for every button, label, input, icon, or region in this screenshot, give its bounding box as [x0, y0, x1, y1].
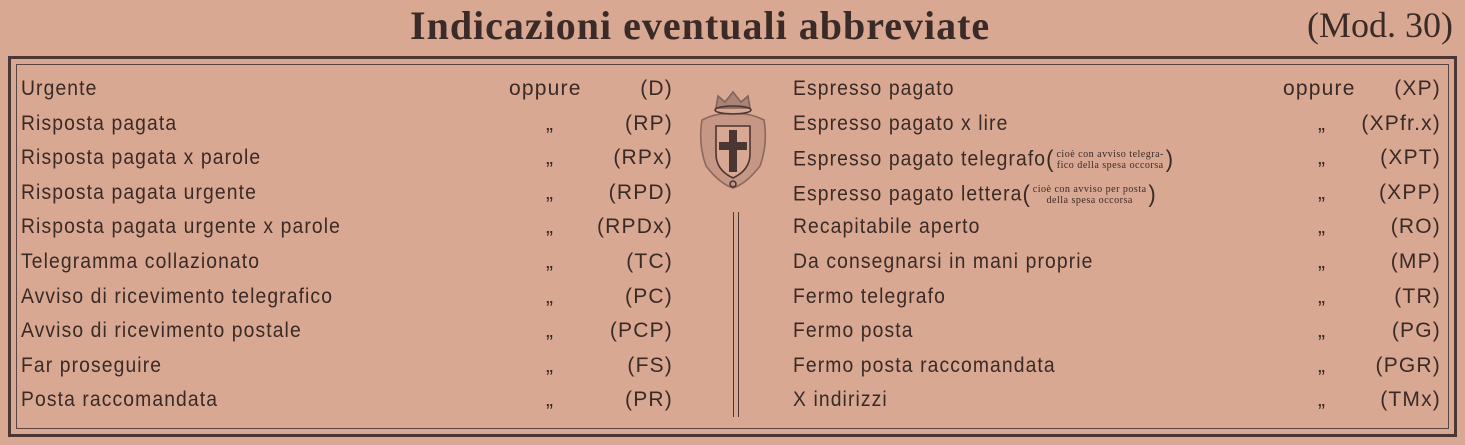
table-row	[21, 112, 673, 147]
row-ditto: „	[1318, 284, 1327, 308]
row-ditto: „	[546, 319, 555, 343]
row-label: Telegramma collazionato	[21, 249, 261, 273]
row-label: Espresso pagato	[793, 77, 955, 100]
column-divider	[733, 212, 734, 417]
row-label: Fermo posta raccomandata	[793, 353, 1056, 377]
form-model-number: (Mod. 30)	[1307, 5, 1453, 45]
right-column	[793, 77, 1441, 423]
table-row	[21, 285, 673, 320]
row-code: (XPT)	[1380, 146, 1441, 170]
table-row	[793, 285, 1441, 320]
table-row: Espresso pagato telegrafo( cioè con avviso telegra- fico della spesa occorsa) „ (XPT)	[793, 146, 1441, 174]
row-ditto: „	[546, 215, 555, 239]
row-code: (RO)	[1390, 215, 1441, 239]
row-ditto: „	[546, 388, 555, 412]
table-row	[793, 112, 1441, 147]
header	[0, 2, 1465, 48]
row-ditto: „	[1318, 319, 1327, 343]
left-column	[21, 77, 673, 423]
row-code: (FS)	[627, 353, 673, 377]
row-label: Fermo posta	[793, 319, 914, 343]
row-ditto: „	[546, 180, 555, 204]
table-row	[21, 77, 673, 112]
row-label: Fermo telegrafo	[793, 284, 946, 308]
row-note: cioè con avviso telegra- fico della spesa occorsa	[1056, 148, 1164, 172]
row-ditto: „	[1318, 146, 1327, 170]
row-label: Espresso pagato x lire	[793, 111, 1009, 135]
row-ditto: „	[1318, 180, 1327, 204]
table-row	[21, 250, 673, 285]
table-row	[793, 250, 1441, 285]
table-row: Espresso pagato lettera( cioè con avviso per posta della spesa occorsa ) „ (XPP)	[793, 180, 1441, 208]
row-code: (TC)	[626, 249, 673, 273]
row-ditto: „	[546, 249, 555, 273]
row-oppure: oppure	[1283, 77, 1356, 100]
row-label: Risposta pagata urgente	[21, 180, 257, 204]
row-label: Risposta pagata x parole	[21, 146, 262, 170]
row-label: Risposta pagata urgente x parole	[21, 215, 341, 239]
table-row	[793, 354, 1441, 389]
row-ditto: „	[1318, 215, 1327, 239]
row-code: (TMx)	[1380, 388, 1441, 412]
table-row	[793, 388, 1441, 423]
row-note: cioè con avviso per posta della spesa occorsa	[1032, 182, 1147, 206]
row-label: Avviso di ricevimento telegrafico	[21, 284, 334, 308]
row-ditto: „	[546, 284, 555, 308]
row-ditto: „	[1318, 249, 1327, 273]
table-row	[793, 77, 1441, 112]
row-code: (RPDx)	[596, 215, 673, 239]
row-code: (TR)	[1394, 284, 1441, 308]
row-oppure: oppure	[509, 77, 582, 100]
table-row	[793, 215, 1441, 250]
row-label: Far proseguire	[21, 353, 163, 377]
row-ditto: „	[1318, 388, 1327, 412]
table-row	[793, 319, 1441, 354]
column-divider	[738, 212, 739, 417]
row-ditto: „	[546, 353, 555, 377]
row-code: (RPx)	[613, 146, 673, 170]
row-code: (D)	[640, 77, 673, 100]
row-label: Espresso pagato telegrafo	[793, 147, 1047, 171]
row-label: Risposta pagata	[21, 111, 178, 135]
table-row	[21, 215, 673, 250]
form-title: Indicazioni eventuali abbreviate	[410, 3, 991, 48]
row-label: X indirizzi	[793, 388, 888, 412]
row-label: Da consegnarsi in mani proprie	[793, 249, 1094, 273]
table-row	[21, 354, 673, 389]
row-label: Recapitabile aperto	[793, 215, 981, 239]
row-ditto: „	[546, 146, 555, 170]
table-row	[21, 181, 673, 216]
row-code: (RPD)	[608, 180, 673, 204]
savoy-crest-stamp-icon	[692, 84, 774, 192]
row-code: (XPfr.x)	[1361, 111, 1441, 135]
row-code: (XPP)	[1378, 180, 1441, 204]
row-code: (PGR)	[1375, 353, 1441, 377]
row-code: (PC)	[625, 284, 673, 308]
row-label: Espresso pagato lettera	[793, 182, 1023, 206]
row-ditto: „	[1318, 353, 1327, 377]
row-code: (XP)	[1394, 77, 1441, 100]
row-label: Posta raccomandata	[21, 388, 219, 412]
row-label: Urgente	[21, 77, 98, 100]
row-code: (MP)	[1390, 249, 1441, 273]
table-row	[21, 146, 673, 181]
row-code: (RP)	[625, 111, 673, 135]
row-code: (PG)	[1391, 319, 1441, 343]
row-code: (PCP)	[609, 319, 673, 343]
row-code: (PR)	[625, 388, 673, 412]
row-ditto: „	[1318, 111, 1327, 135]
table-row	[21, 388, 673, 423]
row-label: Avviso di ricevimento postale	[21, 319, 302, 343]
table-row	[21, 319, 673, 354]
row-ditto: „	[546, 111, 555, 135]
